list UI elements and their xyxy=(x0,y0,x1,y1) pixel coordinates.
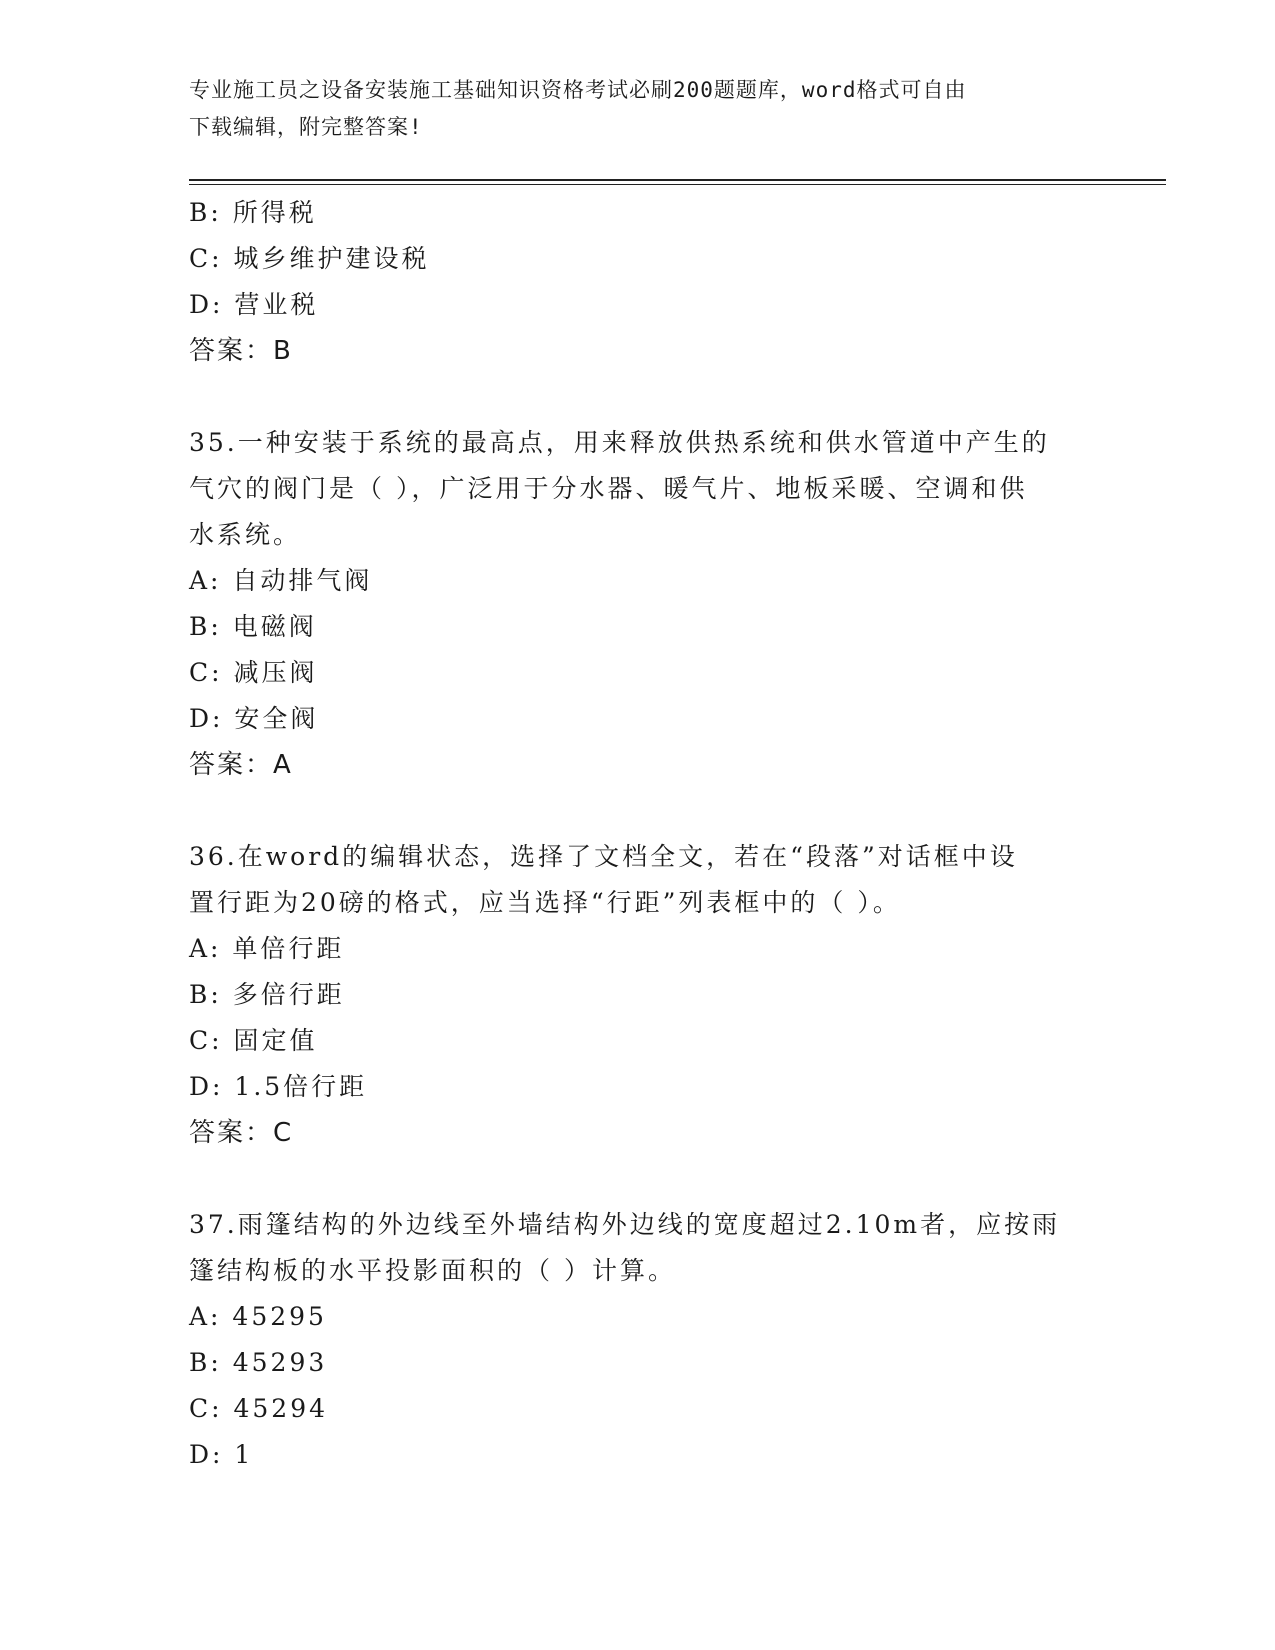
header-divider-bottom xyxy=(189,184,1166,185)
option-b: B: 所得税 xyxy=(189,198,317,227)
option-d: D: 营业税 xyxy=(189,290,319,319)
option-c: C: 减压阀 xyxy=(189,658,318,687)
option-c: C: 城乡维护建设税 xyxy=(189,244,430,273)
spacer xyxy=(189,374,1089,420)
option-c: C: 45294 xyxy=(189,1394,329,1423)
question-34-block xyxy=(189,190,1089,374)
question-35-block xyxy=(189,420,1089,788)
spacer xyxy=(189,1156,1089,1202)
question-content xyxy=(189,190,1089,1478)
header-line-2: 下载编辑，附完整答案! xyxy=(189,115,423,139)
option-b: B: 45293 xyxy=(189,1348,328,1377)
question-text-line: 置行距为20磅的格式，应当选择“行距”列表框中的（ ）。 xyxy=(189,888,901,917)
question-text-line: 37.雨篷结构的外边线至外墙结构外边线的宽度超过2.10m者，应按雨 xyxy=(189,1210,1061,1239)
question-text-line: 篷结构板的水平投影面积的（ ）计算。 xyxy=(189,1256,676,1285)
question-text-line: 36.在word的编辑状态，选择了文档全文，若在“段落”对话框中设 xyxy=(189,842,1018,871)
option-a: A: 45295 xyxy=(189,1302,327,1331)
option-d: D: 1 xyxy=(189,1440,254,1469)
spacer xyxy=(189,788,1089,834)
answer-line: 答案：C xyxy=(189,1118,294,1148)
question-text-line: 水系统。 xyxy=(189,520,302,549)
option-d: D: 安全阀 xyxy=(189,704,319,733)
option-d: D: 1.5倍行距 xyxy=(189,1072,368,1101)
question-37-block xyxy=(189,1202,1089,1478)
question-text-line: 35.一种安装于系统的最高点，用来释放供热系统和供水管道中产生的 xyxy=(189,428,1050,457)
header-line-1: 专业施工员之设备安装施工基础知识资格考试必刷200题题库，word格式可自由 xyxy=(189,78,967,102)
header-divider-top xyxy=(189,179,1166,181)
option-b: B: 电磁阀 xyxy=(189,612,317,641)
answer-line: 答案：B xyxy=(189,336,293,366)
question-text-line: 气穴的阀门是（ ），广泛用于分水器、暖气片、地板采暖、空调和供 xyxy=(189,474,1028,503)
answer-line: 答案：A xyxy=(189,750,293,780)
option-b: B: 多倍行距 xyxy=(189,980,345,1009)
question-36-block xyxy=(189,834,1089,1156)
option-a: A: 自动排气阀 xyxy=(189,566,373,595)
document-header xyxy=(189,72,1089,146)
option-c: C: 固定值 xyxy=(189,1026,318,1055)
option-a: A: 单倍行距 xyxy=(189,934,345,963)
